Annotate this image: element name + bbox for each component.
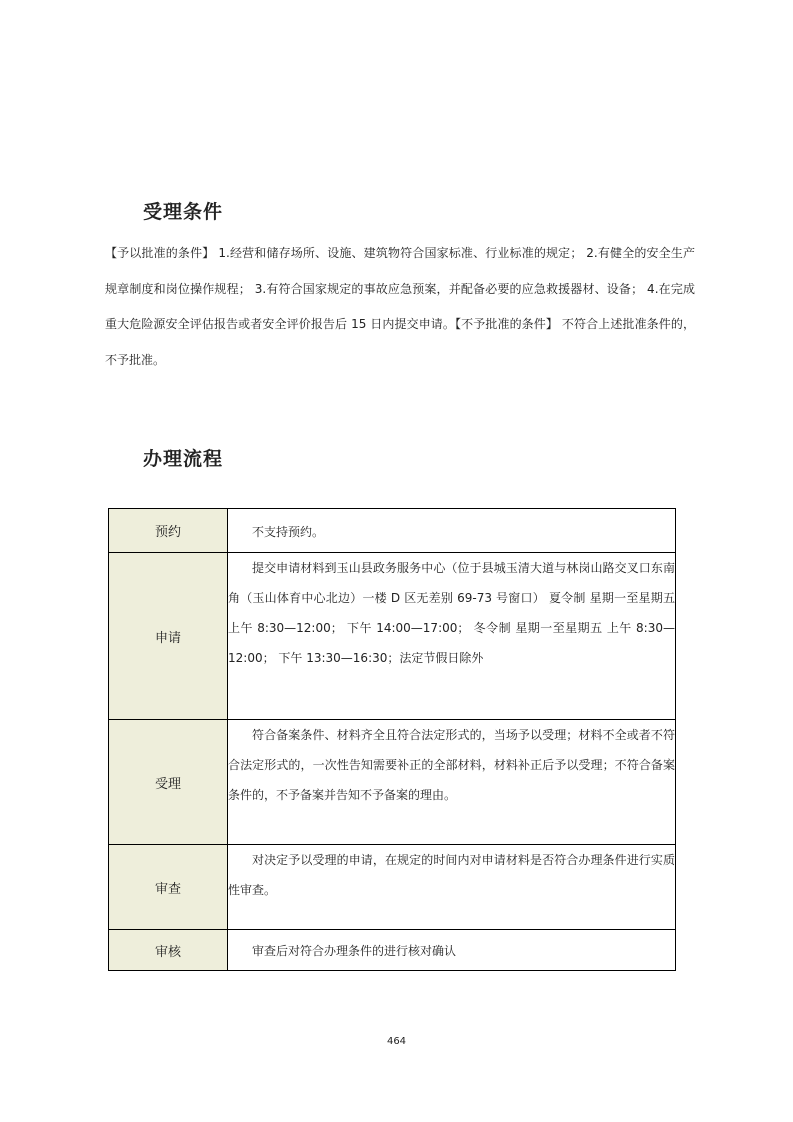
conditions-paragraph [105,236,695,378]
step-label: 审查 [109,845,228,930]
step-label: 预约 [109,509,228,553]
step-text: 提交申请材料到玉山县政务服务中心（位于县城玉清大道与林岗山路交叉口东南角（玉山体育中心北边）一楼 D 区无差别 69-73 号窗口） 夏令制 星期一至星期五 上午 8:30—12:00； 下午 14:00—17:00； 冬令制 星期一至星期五 上午 8:30—12:00； 下午 13:30—16:30；法定节假日除外 [228,561,675,665]
step-description [228,845,676,930]
approval-conditions-text: 【予以批准的条件】 1.经营和储存场所、设施、建筑物符合国家标准、行业标准的规定； 2.有健全的安全生产规章制度和岗位操作规程； 3.有符合国家规定的事故应急预案，并配备必要的应急救援器材、设备； 4.在完成重大危险源安全评估报告或者安全评价报告后 15 日内提交申请。 [105,246,695,331]
table-row [109,509,676,553]
step-label: 受理 [109,720,228,845]
section-title-conditions: 受理条件 [143,201,224,223]
step-text: 符合备案条件、材料齐全且符合法定形式的，当场予以受理；材料不全或者不符合法定形式的，一次性告知需要补正的全部材料，材料补正后予以受理；不符合备案条件的，不予备案并告知不予备案的理由。 [228,728,675,802]
rejection-conditions-text: 【不予批准的条件】 不符合上述批准条件的，不予批准。 [105,317,695,367]
table-row [109,553,676,720]
section-title-process: 办理流程 [143,448,224,470]
step-text: 不支持预约。 [252,524,325,539]
page-number: 464 [386,1036,407,1047]
step-text: 审查后对符合办理条件的进行核对确认 [252,944,457,958]
table-row [109,720,676,845]
step-label: 审核 [109,930,228,971]
step-description [228,930,676,971]
process-table [108,508,676,971]
step-text: 对决定予以受理的申请，在规定的时间内对申请材料是否符合办理条件进行实质性审查。 [228,853,675,897]
step-description [228,553,676,720]
step-description [228,720,676,845]
step-label: 申请 [109,553,228,720]
table-row [109,845,676,930]
table-row [109,930,676,971]
step-description [228,509,676,553]
